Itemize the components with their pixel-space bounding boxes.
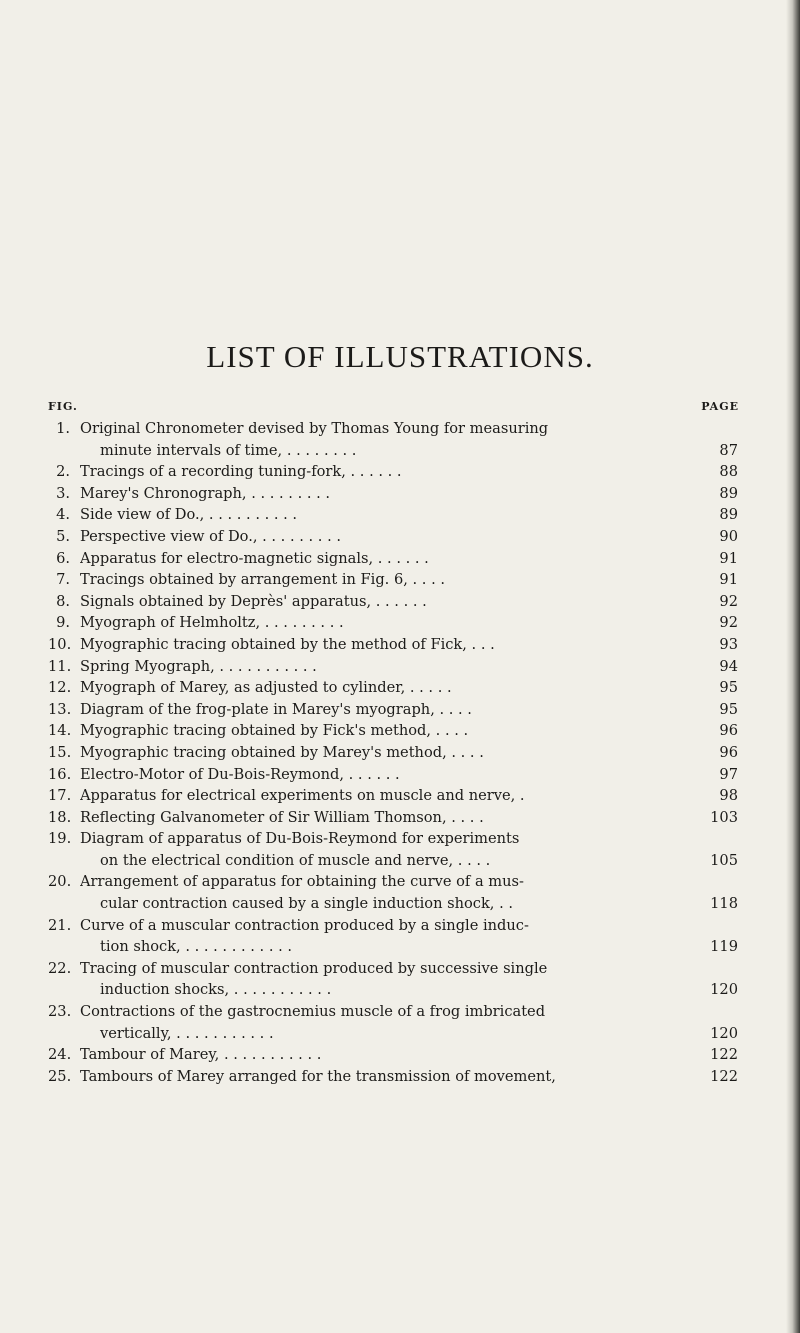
entry-caption-line: Marey's Chronograph, . . . . . . . . .: [80, 484, 331, 502]
entry-caption-line: on the electrical condition of muscle and nerve, . . . .: [100, 851, 491, 869]
list-entry: [48, 915, 738, 958]
figure-number: 18.: [48, 808, 72, 826]
entry-caption-line: Spring Myograph, . . . . . . . . . . .: [80, 657, 317, 675]
list-entry: [48, 656, 738, 678]
entry-caption-line: Contractions of the gastrocnemius muscle of a frog imbricated: [80, 1003, 546, 1021]
page-column-header: PAGE: [701, 400, 739, 413]
figure-number: 10.: [48, 635, 72, 653]
figure-number: 12.: [48, 679, 72, 697]
list-entry: [48, 828, 738, 871]
figure-number: 15.: [48, 743, 72, 761]
list-entry: [48, 612, 738, 634]
list-entry: [48, 699, 738, 721]
figure-number: 1.: [56, 420, 70, 437]
figure-number: 5.: [56, 527, 70, 545]
page-number: 93: [719, 635, 738, 653]
figure-number: 24.: [48, 1046, 72, 1064]
page-title: LIST OF ILLUSTRATIONS.: [206, 338, 594, 374]
figure-number: 8.: [56, 592, 70, 610]
list-entry: [48, 677, 738, 699]
entry-caption-line: Diagram of apparatus of Du-Bois-Reymond for experiments: [80, 830, 520, 848]
entry-caption-line: Apparatus for electro-magnetic signals, . . . . . .: [80, 549, 429, 567]
page-edge-shadow: [786, 0, 800, 1333]
entry-caption-line: Tambour of Marey, . . . . . . . . . . .: [80, 1046, 322, 1064]
entry-caption-line: Myograph of Marey, as adjusted to cylinder, . . . . .: [80, 679, 452, 697]
page-number: 119: [710, 938, 738, 956]
entry-caption-line: Myographic tracing obtained by Fick's method, . . . .: [80, 722, 469, 740]
entry-caption-line: vertically, . . . . . . . . . . .: [100, 1024, 274, 1042]
entry-caption-line: Signals obtained by Deprès' apparatus, . . . . . .: [80, 592, 427, 610]
entry-caption-line: minute intervals of time, . . . . . . . .: [100, 441, 357, 459]
figure-number: 25.: [48, 1067, 72, 1085]
page-number: 91: [719, 571, 738, 589]
figure-number: 20.: [48, 873, 72, 891]
page-number: 120: [710, 1024, 738, 1042]
page-number: 89: [719, 506, 738, 524]
page-number: 90: [719, 527, 738, 545]
page-number: 120: [710, 981, 738, 999]
list-entry: [48, 1044, 738, 1066]
page-number: 89: [719, 484, 738, 502]
page-number: 122: [710, 1067, 738, 1085]
illustrations-list: [48, 418, 738, 1087]
entry-caption-line: Reflecting Galvanometer of Sir William Thomson, . . . .: [80, 808, 484, 826]
list-entry: [48, 958, 738, 1001]
entry-caption-line: Tracing of muscular contraction produced by successive single: [80, 959, 548, 977]
fig-column-header: FIG.: [48, 400, 78, 413]
figure-number: 16.: [48, 765, 72, 783]
entry-caption-line: Electro-Motor of Du-Bois-Reymond, . . . . . .: [80, 765, 400, 783]
figure-number: 11.: [48, 657, 72, 675]
entry-caption-line: Tracings of a recording tuning-fork, . . . . . .: [80, 463, 402, 481]
page-number: 95: [719, 700, 738, 718]
list-entry: [48, 461, 738, 483]
entry-caption-line: Original Chronometer devised by Thomas Young for measuring: [80, 420, 549, 437]
page-number: 98: [719, 787, 738, 805]
figure-number: 21.: [48, 916, 72, 934]
list-entry: [48, 764, 738, 786]
list-entry: [48, 785, 738, 807]
list-entry: [48, 504, 738, 526]
entry-caption-line: Diagram of the frog-plate in Marey's myograph, . . . .: [80, 700, 472, 718]
page-number: 95: [719, 679, 738, 697]
page-number: 94: [719, 657, 738, 675]
page-number: 122: [710, 1046, 738, 1064]
figure-number: 23.: [48, 1003, 72, 1021]
page-number: 118: [710, 895, 738, 913]
page-number: 87: [719, 441, 738, 459]
entry-caption-line: Myograph of Helmholtz, . . . . . . . . .: [80, 614, 344, 632]
list-entry: [48, 548, 738, 570]
page-number: 91: [719, 549, 738, 567]
list-entry: [48, 526, 738, 548]
entry-caption-line: Perspective view of Do., . . . . . . . . .: [80, 527, 341, 545]
page-number: 92: [719, 614, 738, 632]
figure-number: 2.: [56, 463, 70, 481]
entry-caption-line: Tambours of Marey arranged for the transmission of movement,: [80, 1067, 556, 1085]
list-entry: [48, 742, 738, 764]
entry-caption-line: Tracings obtained by arrangement in Fig. 6, . . . .: [80, 571, 445, 589]
list-entry: [48, 720, 738, 742]
list-entry: [48, 1066, 738, 1088]
list-entry: [48, 591, 738, 613]
page-number: 105: [710, 851, 738, 869]
list-entry: [48, 1001, 738, 1044]
entry-caption-line: Arrangement of apparatus for obtaining the curve of a mus-: [80, 873, 524, 891]
page-number: 88: [719, 463, 738, 481]
entry-caption-line: Apparatus for electrical experiments on muscle and nerve, .: [80, 787, 525, 805]
figure-number: 4.: [56, 506, 70, 524]
page-number: 96: [719, 722, 738, 740]
figure-number: 7.: [56, 571, 70, 589]
page-number: 96: [719, 743, 738, 761]
figure-number: 14.: [48, 722, 72, 740]
figure-number: 9.: [56, 614, 70, 632]
page-number: 97: [719, 765, 738, 783]
list-entry: [48, 871, 738, 914]
figure-number: 13.: [48, 700, 72, 718]
entry-caption-line: induction shocks, . . . . . . . . . . .: [100, 981, 332, 999]
list-entry: [48, 569, 738, 591]
list-entry: [48, 483, 738, 505]
figure-number: 3.: [56, 484, 70, 502]
figure-number: 6.: [56, 549, 70, 567]
figure-number: 22.: [48, 959, 72, 977]
entry-caption-line: tion shock, . . . . . . . . . . . .: [100, 938, 293, 956]
list-entry: [48, 418, 738, 461]
page-number: 92: [719, 592, 738, 610]
list-entry: [48, 807, 738, 829]
entry-caption-line: Myographic tracing obtained by the method of Fick, . . .: [80, 635, 495, 653]
list-entry: [48, 634, 738, 656]
entry-caption-line: Curve of a muscular contraction produced by a single induc-: [80, 916, 529, 934]
page-number: 103: [710, 808, 738, 826]
figure-number: 19.: [48, 830, 72, 848]
entry-caption-line: cular contraction caused by a single induction shock, . .: [100, 895, 513, 913]
figure-number: 17.: [48, 787, 72, 805]
entry-caption-line: Side view of Do., . . . . . . . . . .: [80, 506, 298, 524]
entry-caption-line: Myographic tracing obtained by Marey's method, . . . .: [80, 743, 484, 761]
